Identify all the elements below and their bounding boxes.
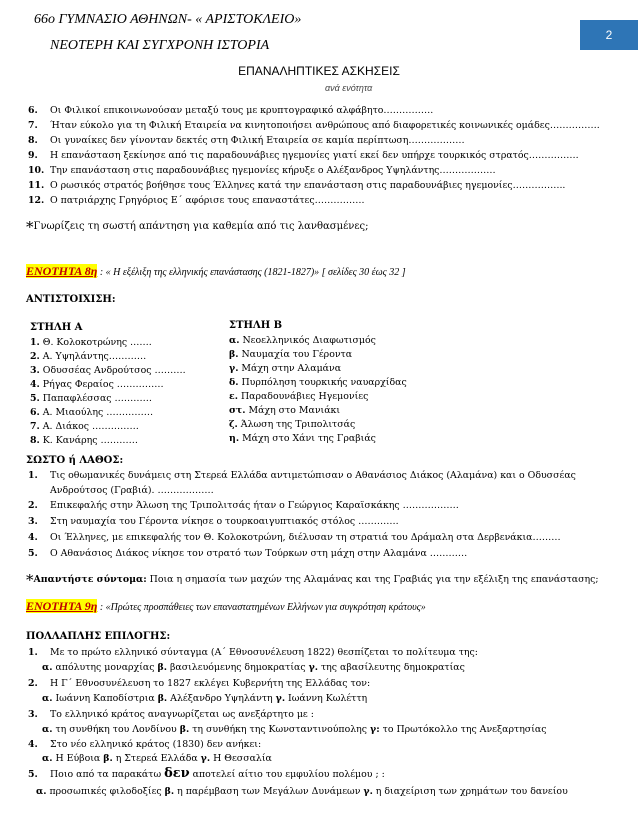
unit-8-heading: ΕΝΟΤΗΤΑ 8η : « Η εξέλιξη της ελληνικής επανάστασης (1821-1827)» [ σελίδες 30 έως 32 ] bbox=[26, 264, 406, 278]
list-item: 1. Τις οθωμανικές δυνάμεις στη Στερεά Ελλάδα αντιμετώπισαν ο Αθανάσιος Διάκος (Αλαμάνα) και ο Οδυσσέας bbox=[28, 470, 576, 481]
list-item: 5. Ο Αθανάσιος Διάκος νίκησε τον στρατό των Τούρκων στη μάχη στην Αλαμάνα ………… bbox=[28, 548, 468, 559]
list-item: 7. Ήταν εύκολο για τη Φιλική Εταιρεία να κινητοποιήσει ανθρώπους από διαφορετικές κοινωνικές ομάδες……………. bbox=[28, 120, 600, 131]
column-a-item: 3. Οδυσσέας Ανδρούτσος ………. bbox=[30, 365, 186, 376]
column-a-item: 6. Α. Μιαούλης …………… bbox=[30, 407, 154, 418]
list-item: Ανδρούτσος (Γραβιά). ……………… bbox=[50, 485, 214, 496]
short-answer: *Απαντήστε σύντομα: Ποια η σημασία των μαχών της Αλαμάνας και της Γραβιάς για την εξέλιξη της επανάστασης; bbox=[26, 571, 599, 589]
column-b-item: ε. Παραδουνάβιες Ηγεμονίες bbox=[229, 391, 369, 402]
column-a-item: 7. Α. Διάκος …………… bbox=[30, 421, 139, 432]
column-b-title: ΣΤΗΛΗ Β bbox=[229, 320, 283, 331]
unit-9-heading: ΕΝΟΤΗΤΑ 9η : «Πρώτες προσπάθειες των επαναστατημένων Ελλήνων για συγκρότηση κράτους» bbox=[26, 599, 426, 613]
column-a-item: 4. Ρήγας Φεραίος …………… bbox=[30, 379, 164, 390]
list-item: 8. Οι γυναίκες δεν γίνονταν δεκτές στη Φιλική Εταιρεία σε καμία περίπτωση……………… bbox=[28, 135, 465, 146]
list-item: 11. Ο ρωσικός στρατός βοήθησε τους Έλληνες κατά την επανάσταση στις παραδουνάβιες ηγεμονίες…………….. bbox=[28, 180, 566, 191]
true-false-title: ΣΩΣΤΟ ή ΛΑΘΟΣ: bbox=[26, 455, 124, 466]
answers: α. Ιωάννη Καποδίστρια β. Αλέξανδρο Υψηλάντη γ. Ιωάννη Κωλέττη bbox=[42, 693, 368, 704]
column-b-item: η. Μάχη στο Χάνι της Γραβιάς bbox=[229, 433, 376, 444]
answers: α. Η Εύβοια β. η Στερεά Ελλάδα γ. Η Θεσσαλία bbox=[42, 753, 272, 764]
column-a-title: ΣΤΗΛΗ Α bbox=[30, 322, 83, 333]
column-a-item: 2. Α. Υψηλάντης………… bbox=[30, 351, 147, 362]
column-b-item: α. Νεοελληνικός Διαφωτισμός bbox=[229, 335, 376, 346]
list-item: 6. Οι Φιλικοί επικοινωνούσαν μεταξύ τους με κρυπτογραφικό αλφάβητο……………. bbox=[28, 105, 434, 116]
question: 5. Ποιο από τα παρακάτω δεν αποτελεί αίτιο του εμφυλίου πολέμου ; : bbox=[28, 766, 385, 781]
column-b-item: στ. Μάχη στο Μανιάκι bbox=[229, 405, 341, 416]
list-item: 12. Ο πατριάρχης Γρηγόριος Ε΄ αφόρισε τους επαναστάτες……………. bbox=[28, 195, 365, 206]
course-title: ΝΕΟΤΕΡΗ ΚΑΙ ΣΥΓΧΡΟΝΗ ΙΣΤΟΡΙΑ bbox=[50, 38, 270, 53]
question: 1. Με το πρώτο ελληνικό σύνταγμα (Α΄ Εθνοσυνέλευση 1822) θεσπίζεται το πολίτευμα της: bbox=[28, 647, 478, 658]
answers: α. προσωπικές φιλοδοξίες β. η παρέμβαση των Μεγάλων Δυνάμεων γ. η διαχείριση των χρημάτων του δανείου bbox=[36, 786, 568, 797]
page-number: 2 bbox=[580, 20, 638, 50]
column-a-item: 5. Παπαφλέσσας ………… bbox=[30, 393, 152, 404]
list-item: 3. Στη ναυμαχία του Γέροντα νίκησε ο τουρκοαιγυπτιακός στόλος …………. bbox=[28, 516, 399, 527]
column-b-item: ζ. Άλωση της Τριπολιτσάς bbox=[229, 419, 356, 430]
column-a-item: 1. Θ. Κολοκοτρώνης ……. bbox=[30, 337, 152, 348]
list-item: 10. Την επανάσταση στις παραδουνάβιες ηγεμονίες κήρυξε ο Αλέξανδρος Υψηλάντης……………… bbox=[28, 165, 496, 176]
question: 2. Η Γ΄ Εθνοσυνέλευση το 1827 εκλέγει Κυβερνήτη της Ελλάδας τον: bbox=[28, 678, 371, 689]
matching-title: ΑΝΤΙΣΤΟΙΧΙΣΗ: bbox=[26, 294, 116, 305]
column-b-item: γ. Μάχη στην Αλαμάνα bbox=[229, 363, 342, 374]
document-subtitle: ανά ενότητα bbox=[325, 83, 373, 93]
question: 4. Στο νέο ελληνικό κράτος (1830) δεν ανήκει: bbox=[28, 739, 262, 750]
list-item: 2. Επικεφαλής στην Άλωση της Τριπολιτσάς ήταν ο Γεώργιος Καραϊσκάκης ……………… bbox=[28, 500, 459, 511]
multiple-choice-title: ΠΟΛΛΑΠΛΗΣ ΕΠΙΛΟΓΗΣ: bbox=[26, 631, 171, 642]
column-b-item: β. Ναυμαχία του Γέροντα bbox=[229, 349, 353, 360]
document-title: ΕΠΑΝΑΛΗΠΤΙΚΕΣ ΑΣΚΗΣΕΙΣ bbox=[238, 64, 400, 78]
answers: α. τη συνθήκη του Λονδίνου β. τη συνθήκη της Κωνσταντινούπολης γ: το Πρωτόκολλο της Ανεξαρτησίας bbox=[42, 724, 547, 735]
column-b-item: δ. Πυρπόληση τουρκικής ναυαρχίδας bbox=[229, 377, 407, 388]
list-item: 9. Η επανάσταση ξεκίνησε από τις παραδουνάβιες ηγεμονίες γιατί εκεί δεν υπήρχε τουρκικός στρατός……………. bbox=[28, 150, 579, 161]
answers: α. απόλυτης μοναρχίας β. βασιλευόμενης δημοκρατίας γ. της αβασίλευτης δημοκρατίας bbox=[42, 662, 465, 673]
school-name: 66ο ΓΥΜΝΑΣΙΟ ΑΘΗΝΩΝ- « ΑΡΙΣΤΟΚΛΕΙΟ» bbox=[34, 12, 302, 27]
column-a-item: 8. Κ. Κανάρης ………… bbox=[30, 435, 138, 446]
question: 3. Το ελληνικό κράτος αναγνωρίζεται ως ανεξάρτητο με : bbox=[28, 709, 314, 720]
list-item: 4. Οι Έλληνες, με επικεφαλής τον Θ. Κολοκοτρώνη, διέλυσαν τη στρατιά του Δράμαλη στα Δερβενάκια……… bbox=[28, 532, 561, 543]
section-a-note: *Γνωρίζεις τη σωστή απάντηση για καθεμία από τις λανθασμένες; bbox=[26, 218, 369, 236]
